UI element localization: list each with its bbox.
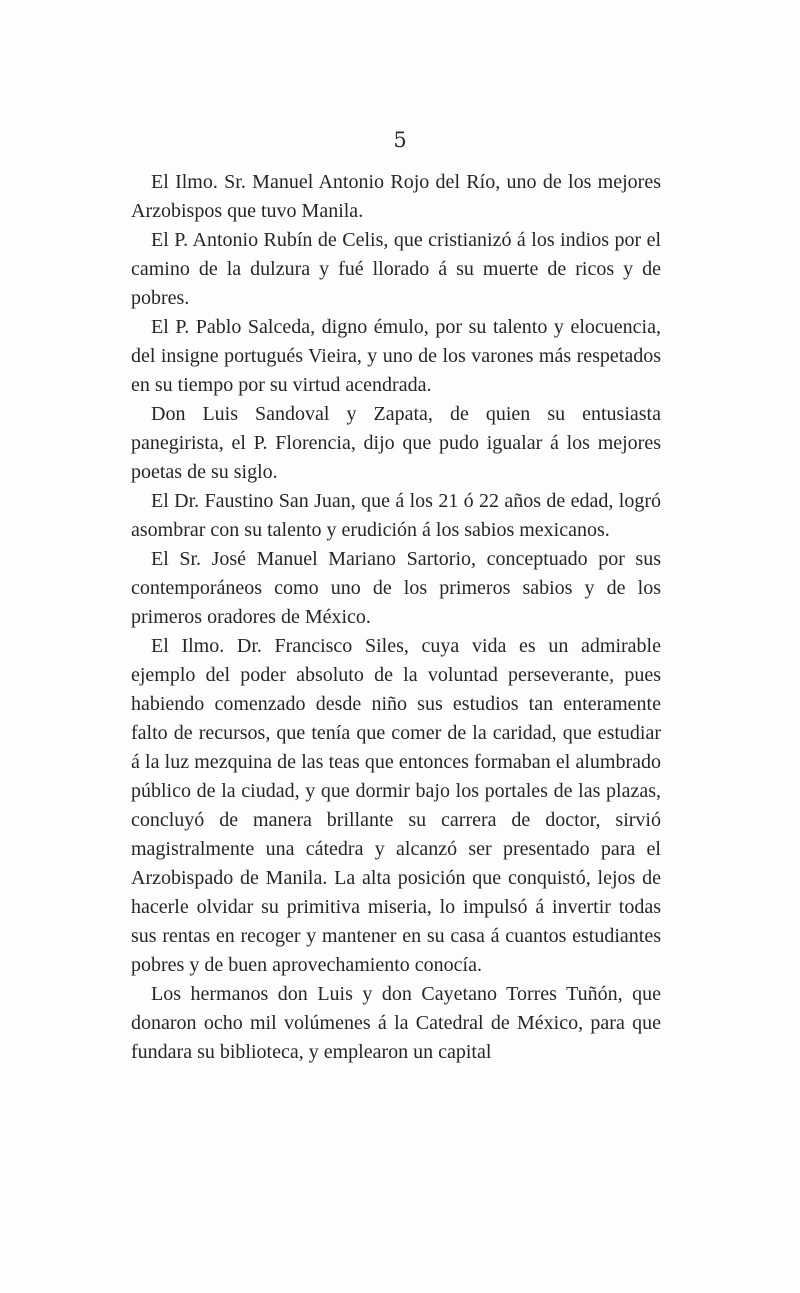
paragraph-rojo-del-rio: El Ilmo. Sr. Manuel Antonio Rojo del Río, uno de los mejores Arzobispos que tuvo Manila. <box>131 171 661 222</box>
page-number: 5 <box>393 128 407 152</box>
paragraph-salceda: El P. Pablo Salceda, digno émulo, por su talento y elocuencia, del insigne portugués Vieira, y uno de los varones más respetados en su tiempo por su virtud acendrada. <box>131 316 661 396</box>
paragraph-san-juan: El Dr. Faustino San Juan, que á los 21 ó 22 años de edad, logró asombrar con su talento y erudición á los sabios mexicanos. <box>131 490 661 541</box>
paragraph-siles: El Ilmo. Dr. Francisco Siles, cuya vida es un admirable ejemplo del poder absoluto de la voluntad perseverante, pues habiendo comenzado desde niño sus estudios tan enteramente falto de recursos, que tenía que comer de la caridad, que estudiar á la luz mezquina de las teas que entonces formaban el alumbrado público de la ciudad, y que dormir bajo los portales de las plazas, concluyó de manera brillante su carrera de doctor, sirvió magistralmente una cátedra y alcanzó ser presentado para el Arzobispado de Manila. La alta posición que conquistó, lejos de hacerle olvidar su primitiva miseria, lo impulsó á invertir todas sus rentas en recoger y mantener en su casa á cuantos estudiantes pobres y de buen aprovechamiento conocía. <box>131 635 661 976</box>
paragraph-sartorio: El Sr. José Manuel Mariano Sartorio, conceptuado por sus contemporáneos como uno de los primeros sabios y de los primeros oradores de México. <box>131 548 661 628</box>
paragraph-rubin-de-celis: El P. Antonio Rubín de Celis, que cristianizó á los indios por el camino de la dulzura y fué llorado á su muerte de ricos y de pobres. <box>131 229 661 309</box>
paragraph-torres-tunon: Los hermanos don Luis y don Cayetano Torres Tuñón, que donaron ocho mil volúmenes á la Catedral de México, para que fundara su biblioteca, y emplearon un capital <box>131 983 661 1063</box>
paragraph-sandoval-zapata: Don Luis Sandoval y Zapata, de quien su entusiasta panegirista, el P. Florencia, dijo que pudo igualar á los mejores poetas de su siglo. <box>131 403 661 483</box>
body-text <box>131 168 661 1067</box>
